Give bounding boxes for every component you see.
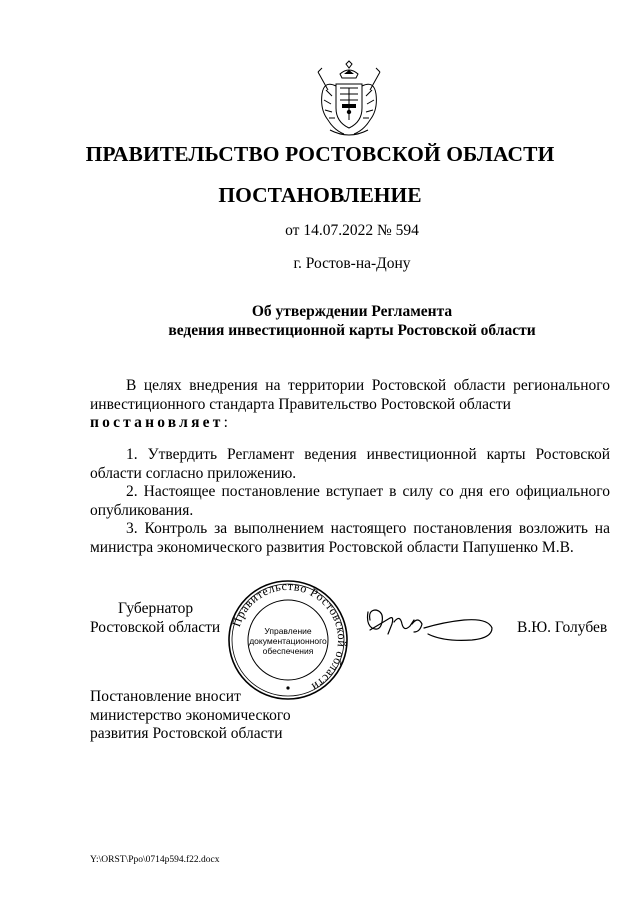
introduced-by-line-1: Постановление вносит — [90, 688, 241, 705]
decree-item-2 — [90, 483, 610, 520]
stamp-inner-line-1: Управление — [264, 626, 312, 636]
decree-item-1-text: 1. Утвердить Регламент ведения инвестиционной карты Ростовской области согласно приложению. — [90, 446, 610, 482]
preamble-text: В целях внедрения на территории Ростовской области регионального инвестиционного стандарта Правительство Ростовской области — [90, 377, 610, 413]
stamp-inner-line-3: обеспечения — [262, 646, 314, 656]
stamp-outer-text: Правительство Ростовской области — [229, 578, 350, 695]
document-subject — [0, 302, 640, 340]
signatory-name: В.Ю. Голубев — [517, 619, 608, 636]
decree-colon: : — [223, 414, 228, 432]
document-city: г. Ростов-на-Дону — [293, 255, 411, 272]
subject-line-2: ведения инвестиционной карты Ростовской области — [168, 322, 536, 339]
organization-title: ПРАВИТЕЛЬСТВО РОСТОВСКОЙ ОБЛАСТИ — [85, 142, 555, 166]
signatory-position-line-1: Губернатор — [118, 600, 194, 617]
signatory-position-line-2: Ростовской области — [90, 619, 221, 636]
decree-item-1 — [90, 446, 610, 483]
subject-line-1: Об утверждении Регламента — [251, 303, 453, 320]
introduced-by-block — [90, 688, 291, 744]
preamble-paragraph — [90, 377, 610, 433]
document-type-title: ПОСТАНОВЛЕНИЕ — [218, 183, 422, 207]
stamp-inner-line-2: документационного — [249, 636, 327, 646]
official-stamp-icon — [226, 578, 350, 702]
decree-item-2-text: 2. Настоящее постановление вступает в силу со дня его официального опубликования. — [90, 483, 610, 519]
file-path-footer: Y:\ORST\Ppo\0714p594.f22.docx — [90, 855, 220, 865]
document-date-number: от 14.07.2022 № 594 — [285, 222, 419, 239]
introduced-by-line-3: развития Ростовской области — [90, 725, 283, 743]
decree-item-3-text: 3. Контроль за выполнением настоящего постановления возложить на министра экономического развития Ростовской области Папушенко М.В. — [90, 520, 610, 556]
introduced-by-line-2: министерство экономического — [90, 706, 291, 724]
decree-word: постановляет — [90, 414, 224, 432]
handwritten-signature-icon — [364, 602, 494, 648]
coat-of-arms-icon — [316, 60, 382, 142]
decree-item-3 — [90, 520, 610, 557]
